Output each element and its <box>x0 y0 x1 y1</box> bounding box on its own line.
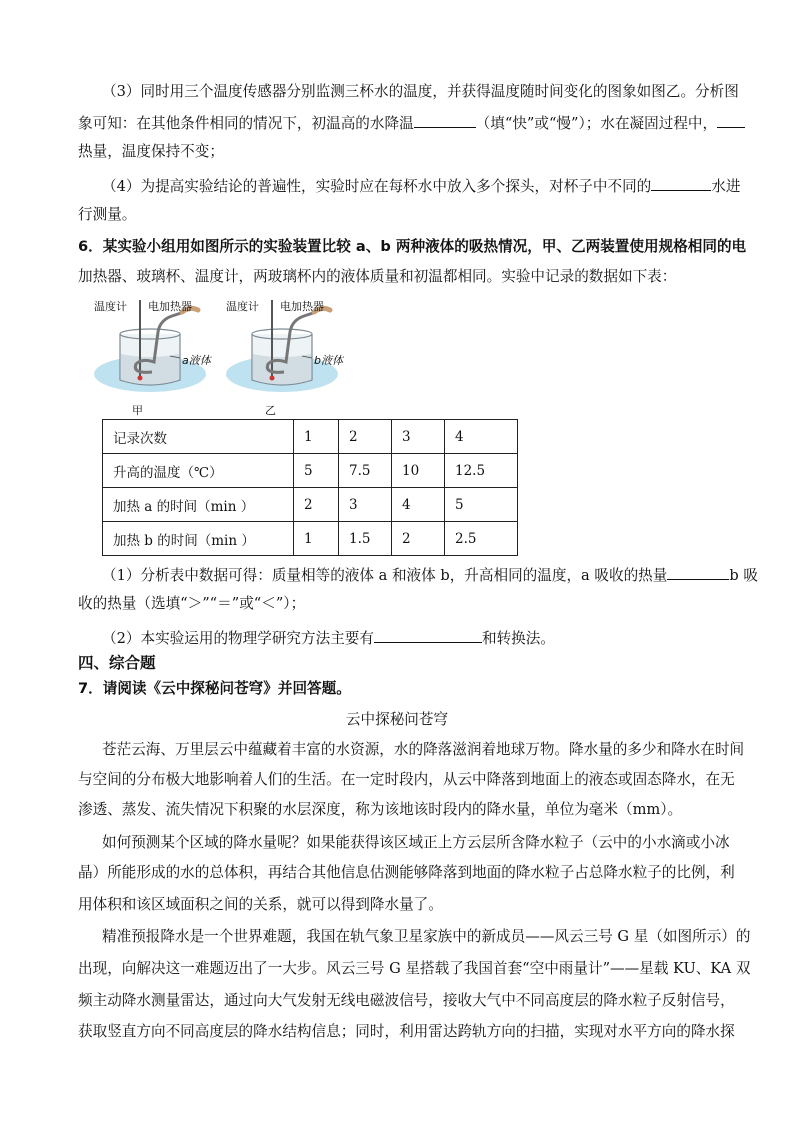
article-title: 云中探秘问苍穹 <box>345 711 449 728</box>
table-cell: 3 <box>339 488 392 522</box>
article-para2-line3: 用体积和该区域面积之间的关系，就可以得到降水量了。 <box>78 896 443 913</box>
article-para2-line1: 如何预测某个区域的降水量呢？如果能获得该区域正上方云层所含降水粒子（云中的小水滴或小冰 <box>102 834 730 851</box>
q5-part4-text-b: 水进 <box>711 178 741 195</box>
table-cell: 1.5 <box>339 522 392 556</box>
answer-blank-heat-compare[interactable] <box>667 563 729 580</box>
table-cell: 1 <box>294 420 339 454</box>
left-liquid <box>121 354 179 385</box>
table-row-head: 升高的温度（℃） <box>103 454 294 488</box>
table-cell: 1 <box>294 522 339 556</box>
q7-stem: 7．请阅读《云中探秘问苍穹》并回答题。 <box>78 680 351 697</box>
article-para1-line3: 渗透、蒸发、流失情况下积聚的水层深度，称为该地该时段内的降水量，单位为毫米（mm）。 <box>78 801 683 818</box>
table-cell: 5 <box>445 488 518 522</box>
right-thermometer-bulb <box>270 376 275 381</box>
q6-part2-text-a: （2）本实验运用的物理学研究方法主要有 <box>102 630 374 647</box>
article-para3-line1: 精准预报降水是一个世界难题，我国在轨气象卫星家族中的新成员——风云三号 G 星（如图所示）的 <box>102 928 751 945</box>
q6-part1-line2: 收的热量（选填“＞”“＝”或“＜”）； <box>78 595 306 612</box>
article-para1-line1: 苍茫云海、万里层云中蕴藏着丰富的水资源，水的降落滋润着地球万物。降水量的多少和降水在时间 <box>102 741 745 758</box>
table-cell: 7.5 <box>339 454 392 488</box>
q6-stem-line2: 加热器、玻璃杯、温度计，两玻璃杯内的液体质量和初温都相同。实验中记录的数据如下表： <box>78 268 677 285</box>
article-para2-line2: 晶）所能形成的水的总体积，再结合其他信息估测能够降落到地面的降水粒子占总降水粒子的比例，利 <box>78 864 735 881</box>
q6-part1-text-b: b 吸 <box>729 567 758 584</box>
left-figure-caption: 甲 <box>132 404 143 417</box>
q5-part4-line2: 行测量。 <box>78 206 137 223</box>
table-row-head: 记录次数 <box>103 420 294 454</box>
data-table <box>102 419 518 556</box>
left-thermometer-bulb <box>138 376 143 381</box>
q6-part2-line <box>102 626 555 650</box>
right-liquid <box>253 354 311 385</box>
left-heater-label: 电加热器 <box>148 300 192 313</box>
q5-part3-line2 <box>78 111 745 135</box>
answer-blank-method[interactable] <box>374 626 482 643</box>
q5-part3-line3: 热量，温度保持不变； <box>78 143 224 160</box>
q5-part3-text-a: 象可知：在其他条件相同的情况下，初温高的水降温 <box>78 115 414 132</box>
right-heater-label: 电加热器 <box>280 300 324 313</box>
table-cell: 2 <box>392 522 445 556</box>
q5-part3-line1: （3）同时用三个温度传感器分别监测三杯水的温度，并获得温度随时间变化的图象如图乙。分析图 <box>102 83 739 100</box>
right-liquid-label: b液体 <box>314 354 343 367</box>
table-cell: 4 <box>445 420 518 454</box>
table-cell: 4 <box>392 488 445 522</box>
q6-part1-line1 <box>102 563 758 587</box>
q5-part4-text-a: （4）为提高实验结论的普遍性，实验时应在每杯水中放入多个探头，对杯子中不同的 <box>102 178 652 195</box>
table-cell: 2.5 <box>445 522 518 556</box>
table-cell: 2 <box>339 420 392 454</box>
table-row-head: 加热 b 的时间（min ） <box>103 522 294 556</box>
article-para3-line4: 获取竖直方向不同高度层的降水结构信息；同时，利用雷达跨轨方向的扫描，实现对水平方向的降水探 <box>78 1023 735 1040</box>
table-cell: 5 <box>294 454 339 488</box>
q5-part3-text-b: （填“快”或“慢”）；水在凝固过程中， <box>475 115 718 132</box>
left-liquid-label: a液体 <box>182 354 211 367</box>
table-row-head: 加热 a 的时间（min ） <box>103 488 294 522</box>
table-row <box>103 522 518 556</box>
table-row <box>103 488 518 522</box>
table-cell: 2 <box>294 488 339 522</box>
experiment-figure <box>92 292 392 416</box>
table-row <box>103 454 518 488</box>
answer-blank-water-part[interactable] <box>651 174 711 191</box>
table-cell: 12.5 <box>445 454 518 488</box>
q6-stem-line1: 6．某实验小组用如图所示的实验装置比较 a、b 两种液体的吸热情况，甲、乙两装置使用规格相同的电 <box>78 238 747 255</box>
answer-blank-cooling-speed[interactable] <box>414 111 476 128</box>
section-heading: 四、综合题 <box>78 654 156 672</box>
article-para1-line2: 与空间的分布极大地影响着人们的生活。在一定时段内，从云中降落到地面上的液态或固态降水，在无 <box>78 771 735 788</box>
table-cell: 3 <box>392 420 445 454</box>
table-row <box>103 420 518 454</box>
article-para3-line2: 出现，向解决这一难题迈出了一大步。风云三号 G 星搭载了我国首套“空中雨量计”——星载 KU、KA 双 <box>78 960 751 977</box>
right-figure-caption: 乙 <box>265 404 276 417</box>
answer-blank-heat[interactable] <box>717 111 745 128</box>
right-thermometer-label: 温度计 <box>226 300 259 313</box>
q5-part4-line1 <box>102 174 740 198</box>
article-para3-line3: 频主动降水测量雷达，通过向大气发射无线电磁波信号，接收大气中不同高度层的降水粒子反射信号， <box>78 992 735 1009</box>
left-thermometer-label: 温度计 <box>94 300 127 313</box>
q6-part1-text-a: （1）分析表中数据可得：质量相等的液体 a 和液体 b，升高相同的温度，a 吸收的热量 <box>102 567 668 584</box>
table-cell: 10 <box>392 454 445 488</box>
q6-part2-text-b: 和转换法。 <box>481 630 555 647</box>
